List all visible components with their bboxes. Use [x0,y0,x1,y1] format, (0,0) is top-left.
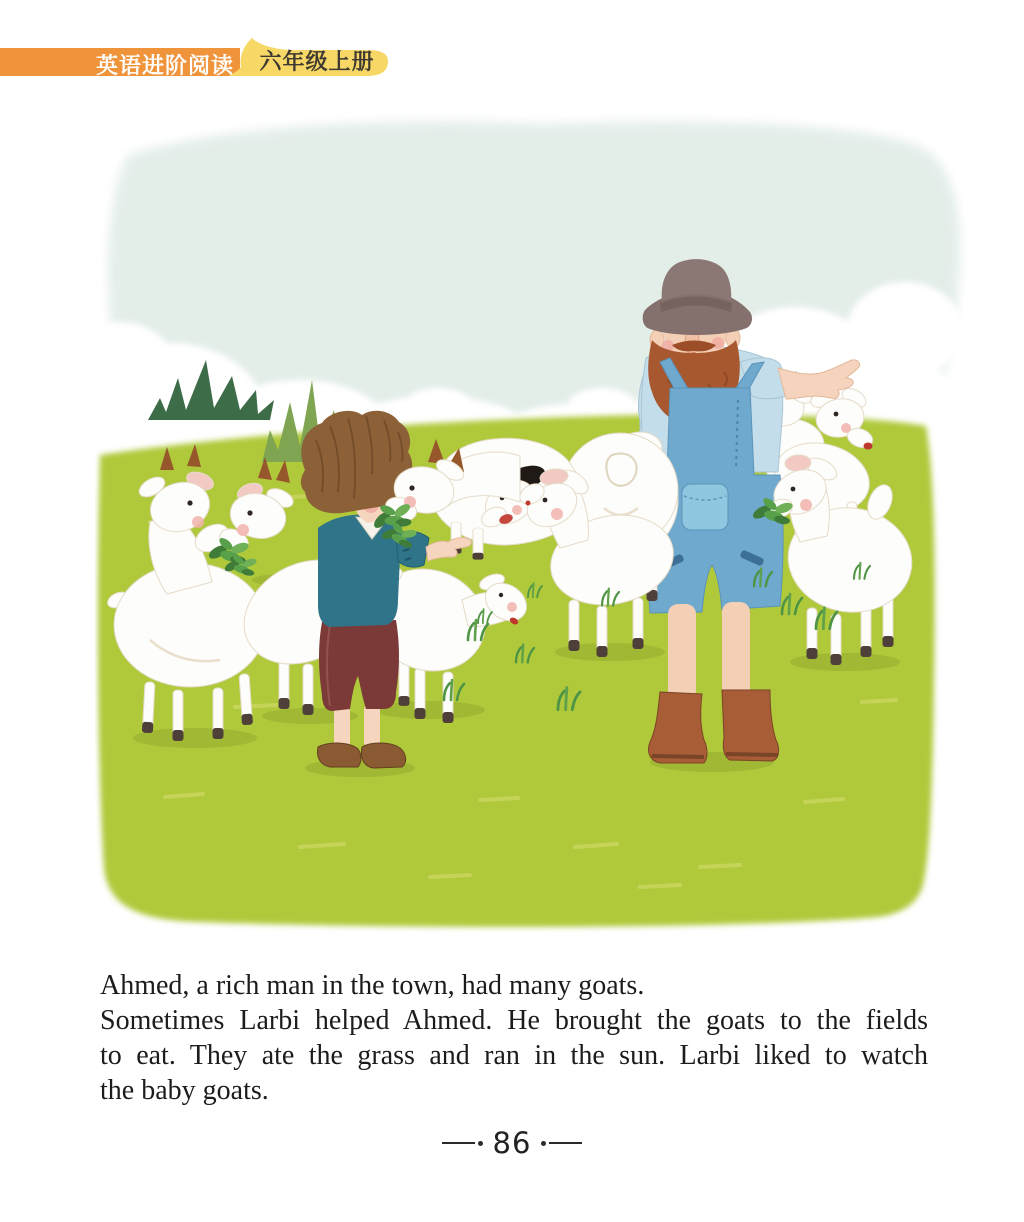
boy-shoe-left [318,743,362,767]
story-line: Ahmed, a rich man in the town, had many goats. [100,970,645,1001]
story-illustration [95,112,970,947]
footer-rule-right [549,1142,582,1144]
farmer-boot-right [722,690,779,761]
story-line: to eat. They ate the grass and ran in the sun. Larbi liked to watch [100,1040,928,1071]
farm-scene [95,112,970,947]
story-line: the baby goats. [100,1075,269,1106]
footer-dot-left [478,1141,483,1146]
footer-dot-right [541,1141,546,1146]
volume-title: 六年级上册 [259,49,375,74]
page-number: 86 [492,1126,532,1160]
series-band [0,48,240,76]
footer-rule-left [442,1142,475,1144]
series-title: 英语进阶阅读 [95,53,234,78]
story-line: Sometimes Larbi helped Ahmed. He brought the goats to the fields [100,1005,928,1036]
page-footer [0,1126,1024,1160]
story-text [100,968,928,1108]
